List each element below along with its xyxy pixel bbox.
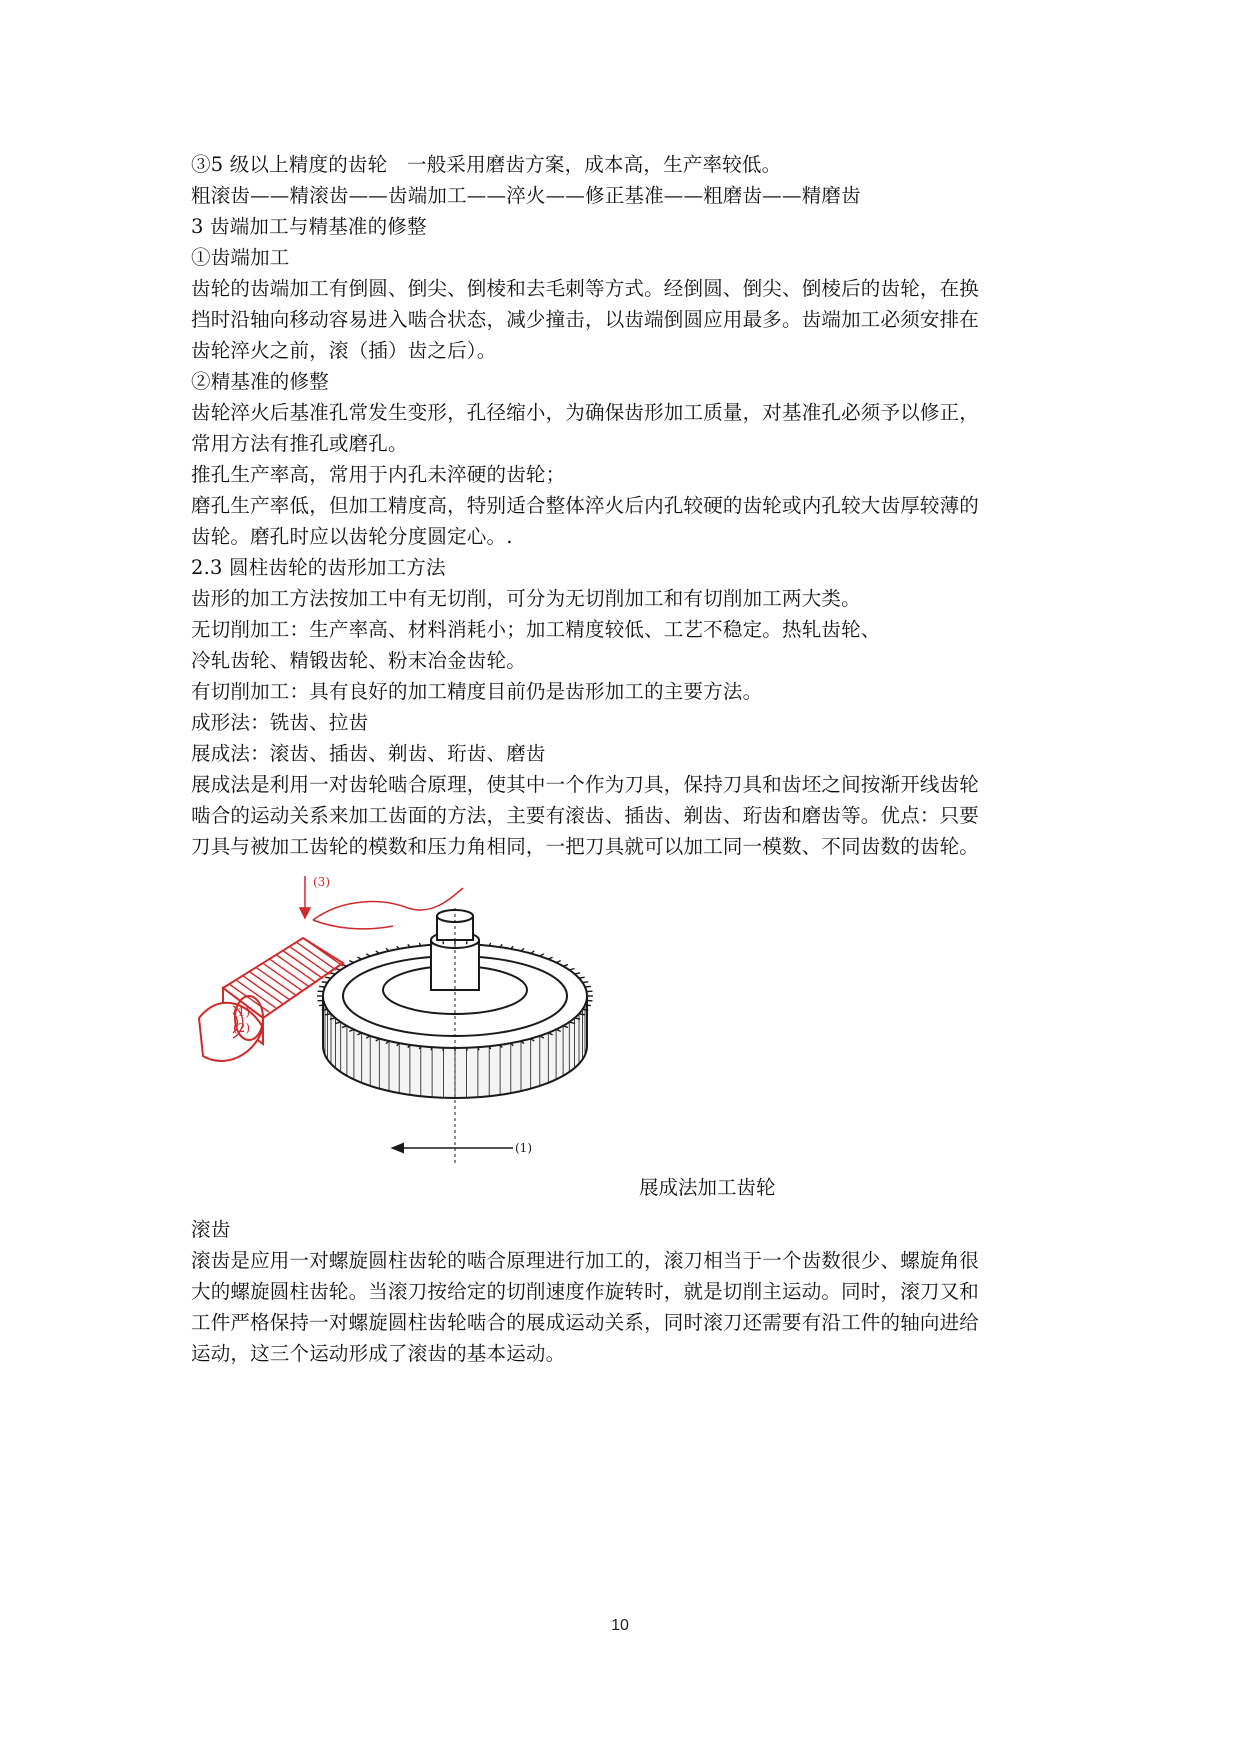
paragraph-line: 挡时沿轴向移动容易进入啮合状态，减少撞击，以齿端倒圆应用最多。齿端加工必须安排在 <box>191 308 980 331</box>
gear-tooth <box>579 1014 585 1015</box>
page-content <box>191 149 1057 1369</box>
gear-tooth <box>563 965 568 967</box>
gear-tooth <box>319 1005 325 1006</box>
paragraph-line: 齿轮淬火后基准孔常发生变形，孔径缩小，为确保齿形加工质量，对基准孔必须予以修正， <box>191 401 980 424</box>
paragraph-line: 常用方法有推孔或磨孔。 <box>191 432 408 455</box>
text-line: ③5 级以上精度的齿轮 一般采用磨齿方案，成本高，生产率较低。 <box>191 153 782 176</box>
gear-tooth <box>575 973 581 974</box>
figure-caption: 展成法加工齿轮 <box>639 1176 776 1199</box>
gear-tooth <box>319 986 325 987</box>
paragraph-line: 齿轮。磨孔时应以齿轮分度圆定心。. <box>191 525 513 548</box>
gear-drawing <box>323 908 587 1166</box>
paragraph-line: 运动，这三个运动形成了滚齿的基本运动。 <box>191 1342 566 1365</box>
text-line: 推孔生产率高，常用于内孔未淬硬的齿轮； <box>191 463 566 486</box>
paragraph-generating-method <box>191 769 1057 862</box>
gear-tooth <box>585 1005 591 1006</box>
gear-tooth <box>325 1014 331 1015</box>
text-line: 无切削加工：生产率高、材料消耗小；加工精度较低、工艺不稳定。热轧齿轮、 <box>191 618 881 641</box>
gear-tooth <box>366 954 370 956</box>
section-heading: 3 齿端加工与精基准的修整 <box>191 215 427 238</box>
subsection-heading: ①齿端加工 <box>191 246 290 269</box>
paragraph-line: 大的螺旋圆柱齿轮。当滚刀按给定的切削速度作旋转时，就是切削主运动。同时，滚刀又和 <box>191 1280 980 1303</box>
paragraph-line: 齿轮的齿端加工有倒圆、倒尖、倒棱和去毛刺等方式。经倒圆、倒尖、倒棱后的齿轮，在换 <box>191 277 980 300</box>
gear-tooth <box>540 954 544 956</box>
paragraph-grind <box>191 490 1057 552</box>
gear-tooth <box>325 977 331 978</box>
figure <box>191 868 1057 1214</box>
gear-tooth <box>330 973 336 974</box>
paragraph-datum <box>191 397 1057 459</box>
paragraph-line: 工件严格保持一对螺旋圆柱齿轮啮合的展成运动关系，同时滚刀还需要有沿工件的轴向进给 <box>191 1311 980 1334</box>
text-line: 齿形的加工方法按加工中有无切削，可分为无切削加工和有切削加工两大类。 <box>191 587 861 610</box>
gear-tooth <box>443 941 444 944</box>
paragraph-line: 齿轮淬火之前，滚（插）齿之后）。 <box>191 339 497 362</box>
gear-tooth <box>579 977 585 978</box>
paragraph-tooth-end <box>191 273 1057 366</box>
gear-tooth <box>585 986 591 987</box>
gear-tooth <box>548 957 552 959</box>
gear-tooth <box>467 941 468 944</box>
text-line: 冷轧齿轮、精锻齿轮、粉末冶金齿轮。 <box>191 649 526 672</box>
subsection-heading: 滚齿 <box>191 1218 231 1241</box>
gear-tooth <box>349 961 354 963</box>
page-number: 10 <box>611 1617 629 1634</box>
figure-label: (3) <box>313 875 330 889</box>
hobbing-illustration <box>193 868 609 1186</box>
gear-tooth <box>583 1010 589 1011</box>
gear-tooth <box>357 957 361 959</box>
paragraph-line: 啮合的运动关系来加工齿面的方法，主要有滚齿、插齿、剃齿、珩齿和磨齿等。优点：只要 <box>191 804 980 827</box>
text-line: 展成法：滚齿、插齿、剃齿、珩齿、磨齿 <box>191 742 546 765</box>
gear-tooth <box>583 982 589 983</box>
gear-tooth <box>569 969 574 971</box>
text-line: 有切削加工：具有良好的加工精度目前仍是齿形加工的主要方法。 <box>191 680 763 703</box>
gear-tooth <box>322 982 328 983</box>
section-heading: 2.3 圆柱齿轮的齿形加工方法 <box>191 556 446 579</box>
text-line: 成形法：铣齿、拉齿 <box>191 711 369 734</box>
feed-arrow <box>300 876 310 918</box>
figure-label: (2) <box>233 1021 250 1035</box>
text-line: 粗滚齿——精滚齿——齿端加工——淬火——修正基准——粗磨齿——精磨齿 <box>191 184 861 207</box>
gear-tooth <box>556 961 561 963</box>
figure-label: (1) <box>515 1141 532 1155</box>
paragraph-line: 展成法是利用一对齿轮啮合原理，使其中一个作为刀具，保持刀具和齿坯之间按渐开线齿轮 <box>191 773 980 796</box>
figure-label: (1) <box>233 1005 250 1019</box>
subsection-heading: ②精基准的修整 <box>191 370 329 393</box>
paragraph-line: 刀具与被加工齿轮的模数和压力角相同，一把刀具就可以加工同一模数、不同齿数的齿轮。 <box>191 835 980 858</box>
paragraph-hobbing <box>191 1245 1057 1369</box>
paragraph-line: 磨孔生产率低，但加工精度高，特别适合整体淬火后内孔较硬的齿轮或内孔较大齿厚较薄的 <box>191 494 980 517</box>
paragraph-line: 滚齿是应用一对螺旋圆柱齿轮的啮合原理进行加工的，滚刀相当于一个齿数很少、螺旋角很 <box>191 1249 980 1272</box>
